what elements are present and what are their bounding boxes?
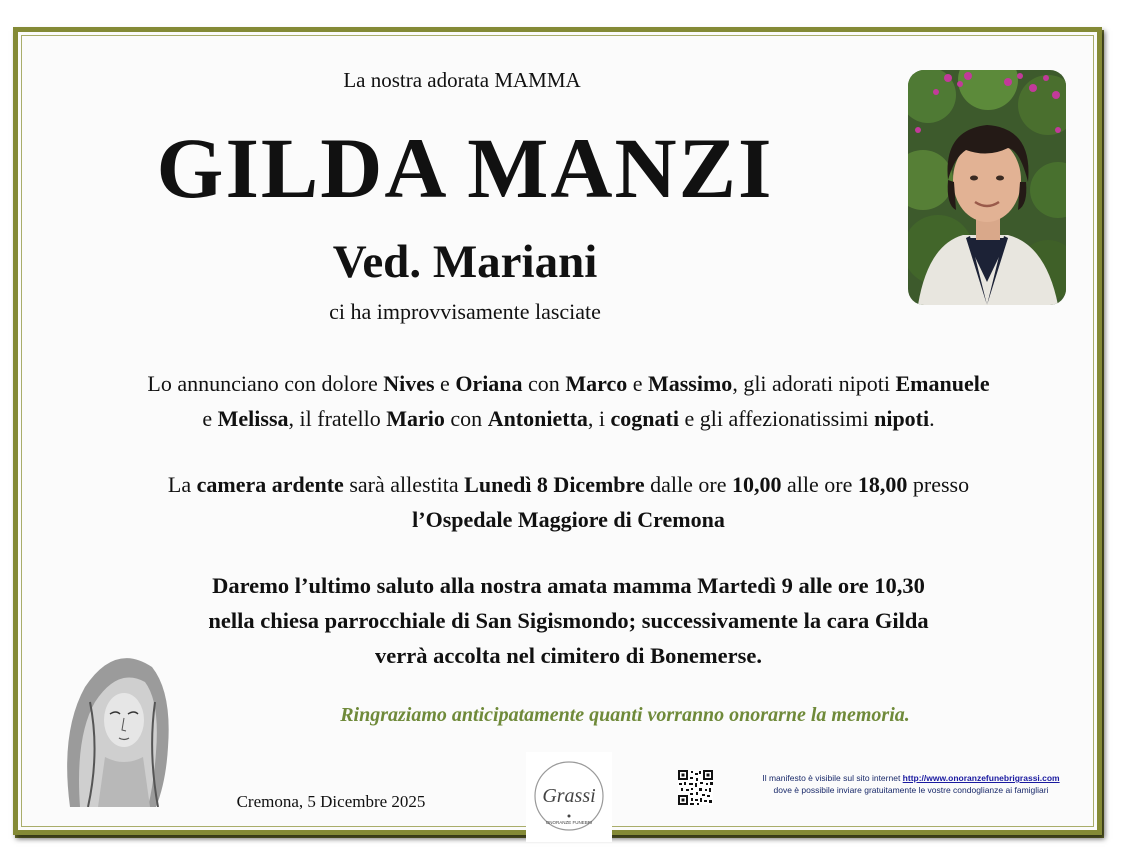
logo-name: Grassi: [542, 785, 596, 807]
thanks-line: Ringraziamo anticipatamente quanti vorranno onorarne la memoria.: [340, 704, 910, 726]
announcement-paragraph: Lo annunciano con dolore Nives e Oriana con Marco e Massimo, gli adorati nipoti Emanuele e Melissa, il fratello Mario con Antonietta, i cognati e gli affezionatissimi nipoti.: [147, 371, 990, 431]
wake-paragraph: La camera ardente sarà allestita Lunedì 8 Dicembre dalle ore 10,00 alle ore 18,00 presso l’Ospedale Maggiore di Cremona: [167, 472, 970, 532]
funeral-line-2: nella chiesa parrocchiale di San Sigismondo; successivamente la cara Gilda: [208, 608, 929, 633]
intro-line: La nostra adorata MAMMA: [343, 68, 581, 92]
portrait-photo: [908, 70, 1066, 305]
widow-of: Ved. Mariani: [332, 236, 598, 288]
madonna-drawing: [60, 642, 180, 807]
funeral-line-1: Daremo l’ultimo saluto alla nostra amata mamma Martedì 9 alle ore 10,30: [212, 573, 925, 598]
funeral-home-logo: [526, 752, 612, 842]
left-note: ci ha improvvisamente lasciate: [329, 299, 601, 324]
funeral-line-3: verrà accolta nel cimitero di Bonemerse.: [375, 643, 762, 668]
funeral-paragraph: [40, 568, 1097, 673]
website-notice: Il manifesto è visibile sul sito internet http://www.onoranzefunebrigrassi.com dove è possibile inviare gratuitamente le vostre condoglianze ai famigliari: [762, 773, 1060, 795]
deceased-name: GILDA MANZI: [156, 120, 774, 216]
website-link[interactable]: http://www.onoranzefunebrigrassi.com: [902, 773, 1060, 783]
qr-code-icon[interactable]: [678, 770, 713, 805]
place-date: Cremona, 5 Dicembre 2025: [236, 792, 426, 811]
logo-subtitle: ONORANZE FUNEBRI: [545, 820, 593, 825]
